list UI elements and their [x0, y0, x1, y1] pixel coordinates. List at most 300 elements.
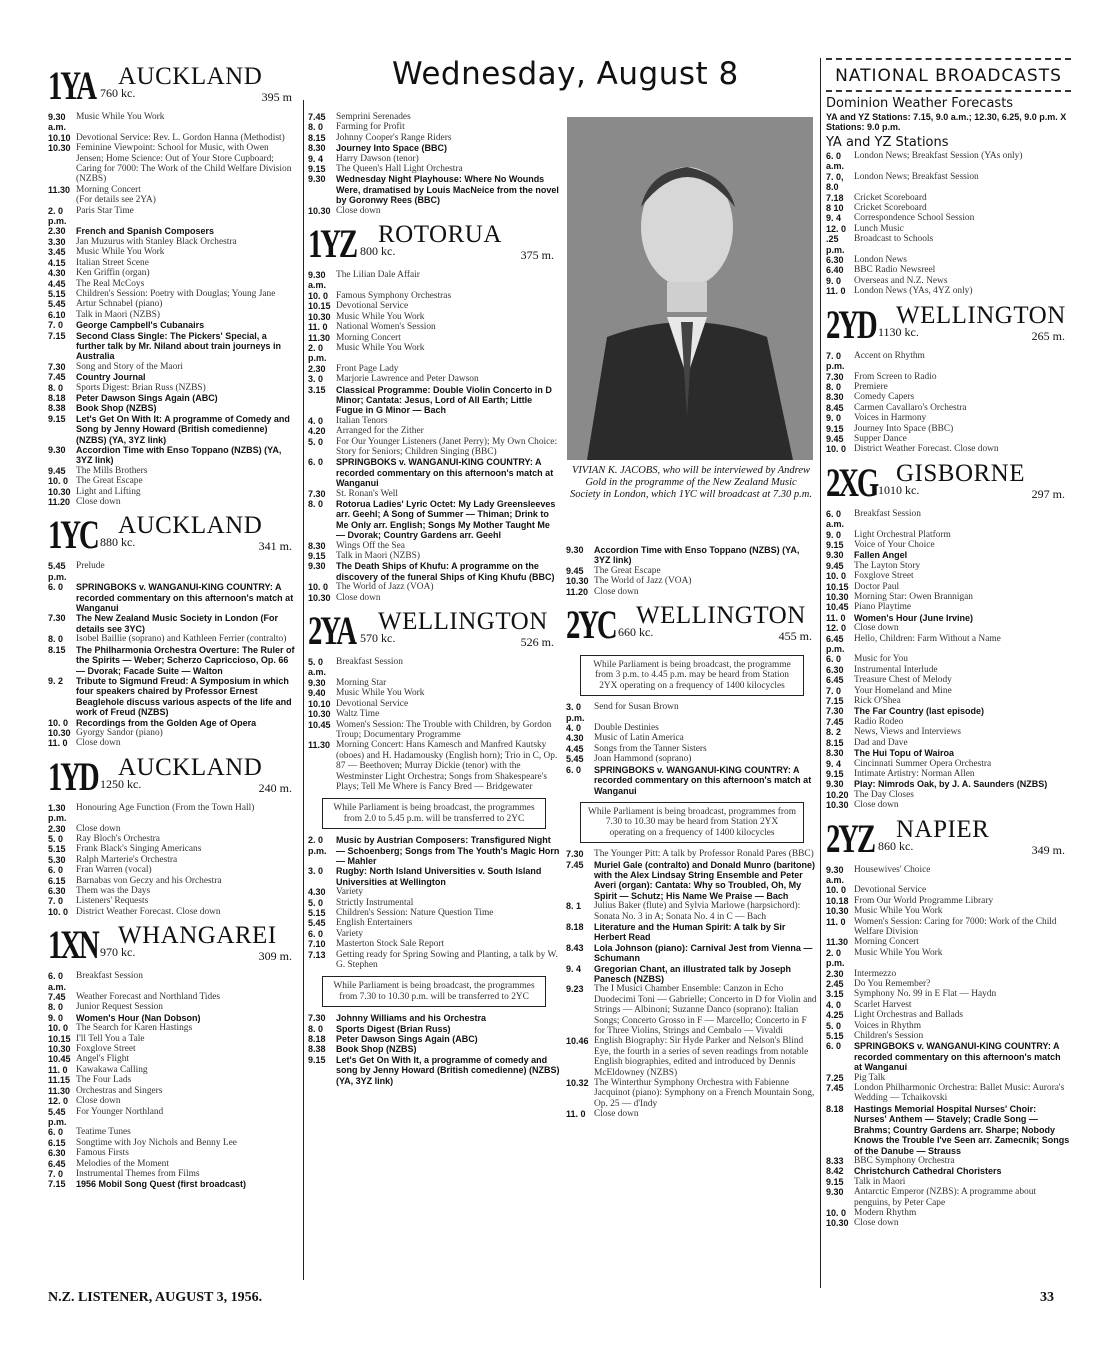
- entry-title: Let's Get On With It: A programme of Comedy and Song by Jenny Howard (British comedienne) (NZBS) (YA, 3YZ link): [76, 413, 290, 445]
- entry-time: 6. 0: [308, 928, 324, 939]
- entry-title: Kawakawa Calling: [76, 1064, 148, 1075]
- schedule-entry: [48, 383, 298, 393]
- entry-time: 10.30: [308, 709, 331, 720]
- schedule-entry: [308, 385, 560, 416]
- schedule-entry: [566, 545, 818, 566]
- schedule-entry: [826, 1208, 1071, 1218]
- entry-title: Christchurch Cathedral Choristers: [854, 1166, 1002, 1177]
- entry-title: Listeners' Requests: [76, 896, 149, 907]
- schedule-entry: [826, 413, 1071, 423]
- entry-time: 10. 0: [826, 885, 847, 896]
- schedule-entry: [308, 740, 560, 792]
- schedule-entry: [826, 203, 1071, 213]
- station-city: GISBORNE: [896, 459, 1026, 487]
- entry-time: 10.30: [826, 906, 849, 917]
- schedule-entry: [826, 1083, 1071, 1104]
- entry-title: Famous Firsts: [76, 1148, 129, 1159]
- schedule-entry: [308, 709, 560, 719]
- schedule-entry: [308, 322, 560, 332]
- entry-title: Farming for Profit: [336, 122, 405, 133]
- schedule-entry: [566, 566, 818, 576]
- schedule-entry: [308, 301, 560, 311]
- entry-title: Children's Session: Nature Question Time: [336, 908, 494, 918]
- entry-time: 9.30: [826, 779, 844, 790]
- entry-title: Book Shop (NZBS): [336, 1044, 417, 1055]
- schedule-entry: [826, 706, 1071, 716]
- entry-time: 11.30: [308, 332, 331, 343]
- entry-title: Waltz Time: [336, 709, 380, 720]
- entry-title: Italian Street Scene: [76, 257, 149, 268]
- entry-title: Voice of Your Choice: [854, 539, 935, 550]
- schedule-entry: [48, 497, 298, 507]
- schedule-entry: [48, 143, 298, 185]
- station-header: [826, 461, 1071, 507]
- entry-time: 11.20: [566, 586, 589, 597]
- schedule-entry: [826, 759, 1071, 769]
- schedule-entry: [826, 193, 1071, 203]
- schedule-entry: [308, 866, 560, 887]
- entry-title: Gregorian Chant, an illustrated talk by Joseph Panesch (NZBS): [594, 963, 792, 984]
- entry-title: Peter Dawson Sings Again (ABC): [76, 392, 218, 403]
- entry-time: 7.45: [308, 112, 326, 122]
- entry-title: Classical Programme: Double Violin Concerto in D Minor; Cantata: Jesus, Lord of All Earth; Little Fugue in G Minor — Bach: [336, 384, 552, 416]
- entry-time: 8. 0: [308, 499, 324, 509]
- schedule-entry: [566, 984, 818, 1036]
- entry-title: The Four Lads: [76, 1075, 132, 1086]
- schedule-entry: [48, 487, 298, 497]
- entry-title: Music While You Work: [336, 311, 425, 322]
- entry-time: 10. 0: [826, 444, 847, 455]
- schedule-entry: [48, 445, 298, 466]
- schedule-entry: [826, 1187, 1071, 1208]
- station-callsign: 2YC: [566, 602, 616, 648]
- entry-time: 10.32: [566, 1078, 589, 1089]
- schedule-entry: [308, 164, 560, 174]
- schedule-entry: [308, 582, 560, 592]
- entry-time: 9. 0: [48, 1012, 64, 1023]
- entry-time: 8.38: [308, 1044, 326, 1055]
- schedule-entry: [826, 571, 1071, 581]
- schedule-entry: [48, 310, 298, 320]
- entry-time: 5.45 p.m.: [48, 1106, 67, 1127]
- entry-title: Wednesday Night Playhouse: Where No Wounds Were, dramatised by Louis MacNeice from the novel by Goronwy Rees (BBC): [336, 174, 559, 206]
- entry-title: Women's Hour (June Irvine): [854, 612, 973, 623]
- schedule-entry: [48, 645, 298, 676]
- entry-title: Symphony No. 99 in E Flat — Haydn: [854, 989, 997, 1000]
- entry-time: 5. 0 a.m.: [308, 657, 327, 678]
- schedule-entry: [48, 279, 298, 289]
- schedule-entry: [308, 551, 560, 561]
- entry-title: Gyorgy Sandor (piano): [76, 727, 163, 738]
- schedule-entry: [826, 550, 1071, 560]
- entry-time: 6.15: [48, 875, 66, 886]
- schedule-entry: [48, 1013, 298, 1023]
- schedule-entry: [48, 844, 298, 854]
- station-city: ROTORUA: [378, 221, 502, 249]
- entry-title: BBC Radio Newsreel: [854, 265, 936, 276]
- schedule-entry: [48, 561, 298, 582]
- entry-time: .25 p.m.: [826, 234, 845, 255]
- entry-title: Talk in Maori (NZBS): [336, 551, 420, 562]
- entry-time: 10.15: [48, 1033, 71, 1044]
- entry-time: 12. 0: [48, 1096, 69, 1107]
- schedule-entry: [826, 351, 1071, 372]
- station-city: AUCKLAND: [118, 753, 263, 781]
- station-callsign: 2YZ: [826, 815, 874, 861]
- entry-title: Harry Dawson (tenor): [336, 153, 419, 164]
- entry-title: Literature and the Human Spirit: A talk by Sir Herbert Read: [594, 921, 786, 943]
- entry-title: Pig Talk: [854, 1072, 886, 1083]
- entry-title: The Day Closes: [854, 789, 914, 800]
- station-header: [48, 64, 298, 110]
- schedule-entry: [308, 122, 560, 132]
- schedule-entry: [48, 206, 298, 227]
- schedule-entry: [48, 268, 298, 278]
- entry-time: [48, 195, 76, 205]
- entry-time: 5.15: [826, 1031, 844, 1042]
- entry-time: 6. 0: [566, 764, 582, 775]
- station-wavelength: 341 m.: [258, 539, 292, 554]
- entry-title: Strictly Instrumental: [336, 897, 414, 908]
- entry-time: 7.45: [566, 859, 584, 870]
- schedule-entry: [48, 247, 298, 257]
- entry-time: 8.30: [308, 143, 326, 154]
- entry-title: Instrumental Themes from Films: [76, 1168, 200, 1179]
- entry-title: Sports Digest: Brian Russ (NZBS): [76, 382, 206, 393]
- schedule-entry: [826, 738, 1071, 748]
- entry-time: 3. 0: [308, 374, 324, 385]
- schedule-entry: [48, 1138, 298, 1148]
- schedule-entry: [826, 686, 1071, 696]
- entry-title: Correspondence School Session: [854, 213, 975, 224]
- entry-time: 3.15: [308, 384, 326, 395]
- entry-title: Close down: [854, 800, 899, 811]
- entry-title: Feminine Viewpoint: School for Music, with Owen Jensen; Home Science: Out of Your Store Cupboard; Caring for 7000: The Work of the Child Welfare Division (NZBS): [76, 143, 292, 185]
- entry-time: 11.15: [48, 1075, 71, 1086]
- entry-time: 4.15: [48, 257, 66, 268]
- entry-time: 7.45: [826, 716, 844, 727]
- station-header: [48, 755, 298, 801]
- entry-title: Music by Austrian Composers: Transfigured Night — Schoenberg; Songs from The Youth's Magic Horn — Mahler: [336, 835, 560, 866]
- entry-time: 8. 0: [48, 382, 64, 393]
- entry-title: Cincinnati Summer Opera Orchestra: [854, 758, 992, 769]
- entry-time: 10. 0: [826, 1207, 847, 1218]
- entry-title: Music While You Work: [76, 112, 165, 122]
- entry-title: Close down: [76, 497, 121, 508]
- entry-title: The Far Country (last episode): [854, 706, 985, 717]
- entry-title: For Younger Northland: [76, 1106, 164, 1117]
- entry-title: Fran Warren (vocal): [76, 865, 152, 876]
- entry-time: 9. 0: [826, 275, 842, 286]
- schedule-entry: [826, 654, 1071, 664]
- entry-title: Scarlet Harvest: [854, 999, 912, 1010]
- entry-title: Rugby: North Island Universities v. South Island Universities at Wellington: [336, 866, 542, 887]
- entry-title: Close down: [76, 1096, 121, 1107]
- entry-title: National Women's Session: [336, 322, 436, 333]
- entry-time: 8.38: [48, 403, 66, 414]
- entry-title: Getting ready for Spring Sowing and Planting, a talk by W. G. Stephen: [336, 949, 558, 971]
- schedule-entry: [308, 1024, 560, 1034]
- schedule-entry: [826, 582, 1071, 592]
- footer-date: N.Z. LISTENER, AUGUST 3, 1956.: [48, 1290, 263, 1305]
- schedule-entry: [826, 790, 1071, 800]
- schedule-entry: [826, 372, 1071, 382]
- entry-time: 10. 0: [826, 571, 847, 582]
- entry-time: 7.15: [48, 1179, 66, 1190]
- schedule-entry: [308, 939, 560, 949]
- schedule-entry: [566, 1036, 818, 1078]
- entry-title: The Real McCoys: [76, 278, 145, 289]
- parliament-notice: While Parliament is being broadcast, the programme from 3 p.m. to 4.45 p.m. may be heard from Station 2YX operating on a frequency of 1400 kilocycles: [580, 655, 804, 696]
- schedule-entry: [308, 678, 560, 688]
- entry-title: Devotional Service: [336, 301, 409, 312]
- entry-title: Music While You Work: [76, 247, 165, 258]
- schedule-entry: [48, 362, 298, 372]
- entry-time: 7.18: [826, 192, 844, 203]
- entry-title: Broadcast to Schools: [854, 234, 934, 245]
- schedule-entry: [826, 561, 1071, 571]
- entry-time: 7.30: [826, 706, 844, 717]
- entry-title: From Screen to Radio: [854, 371, 937, 382]
- entry-time: 6. 0: [48, 865, 64, 876]
- schedule-entry: [308, 908, 560, 918]
- entry-title: Music While You Work: [854, 906, 943, 917]
- entry-time: 10.30: [48, 727, 71, 738]
- station-city: WELLINGTON: [896, 301, 1066, 329]
- entry-title: Close down: [76, 738, 121, 749]
- schedule-entry: [308, 174, 560, 205]
- entry-title: I'll Tell You a Tale: [76, 1033, 145, 1044]
- schedule-entry: [308, 657, 560, 678]
- entry-time: 10.45: [308, 719, 331, 730]
- entry-title: Accordion Time with Enso Toppano (NZBS) (YA, 3YZ link): [76, 445, 282, 466]
- entry-title: SPRINGBOKS v. WANGANUI-KING COUNTRY: A recorded commentary on this afternoon's match at Wanganui: [76, 582, 294, 614]
- station-wavelength: 265 m.: [1031, 328, 1065, 343]
- entry-title: Supper Dance: [854, 433, 907, 444]
- entry-time: 12. 0: [826, 623, 847, 634]
- schedule-entry: [566, 922, 818, 943]
- schedule-entry: [308, 312, 560, 322]
- entry-title: Journey Into Space (BBC): [336, 143, 448, 154]
- entry-title: Talk in Maori: [854, 1176, 906, 1187]
- schedule-entry: [826, 623, 1071, 633]
- entry-time: 10.30: [308, 592, 331, 603]
- entry-title: Masterton Stock Sale Report: [336, 939, 445, 950]
- schedule-entry: [826, 509, 1071, 530]
- entry-title: Morning Star: Owen Brannigan: [854, 592, 973, 602]
- entry-title: Front Page Lady: [336, 363, 399, 374]
- entry-title: BBC Symphony Orchestra: [854, 1155, 955, 1166]
- schedule-entry: [826, 1156, 1071, 1166]
- schedule-entry: [48, 133, 298, 143]
- entry-time: 9.30: [308, 561, 326, 572]
- station-frequency: 880 kc.: [100, 535, 136, 550]
- entry-time: 4.45: [566, 743, 584, 754]
- schedule-entry: [308, 364, 560, 374]
- entry-title: Artur Schnabel (piano): [76, 299, 163, 310]
- schedule-entry: [826, 675, 1071, 685]
- entry-time: 9.40: [308, 688, 326, 699]
- schedule-entry: [826, 885, 1071, 895]
- entry-title: Morning Concert: [336, 332, 401, 343]
- schedule-entry: [826, 234, 1071, 255]
- entry-time: 10.30: [48, 1044, 71, 1055]
- entry-title: Marjorie Lawrence and Peter Dawson: [336, 374, 479, 385]
- schedule-entry: [826, 530, 1071, 540]
- station-city: WHANGAREI: [118, 922, 277, 950]
- entry-title: Comedy Capers: [854, 392, 915, 403]
- entry-time: 11.30: [308, 740, 331, 751]
- entry-title: Peter Dawson Sings Again (ABC): [336, 1034, 478, 1045]
- entry-title: Foxglove Street: [76, 1044, 136, 1055]
- entry-time: 3. 0: [308, 866, 324, 877]
- schedule-entry: [826, 1041, 1071, 1072]
- schedule-entry: [826, 896, 1071, 906]
- entry-title: English Biography: Sir Hyde Parker and Nelson's Blind Eye, the fourth in a series of seven readings from notable English biographies, edited and introduced by Dennis McEldowney (NZBS): [594, 1036, 809, 1078]
- entry-title: Italian Tenors: [336, 415, 388, 426]
- entry-time: 6. 0 a.m.: [826, 151, 845, 172]
- schedule-entry: [48, 299, 298, 309]
- entry-time: 5. 0: [826, 1020, 842, 1031]
- entry-time: 11. 0: [566, 1109, 586, 1120]
- entry-time: 9.45: [48, 465, 66, 476]
- entry-time: 7.45: [826, 1083, 844, 1094]
- entry-title: Instrumental Interlude: [854, 664, 938, 675]
- entry-time: 10.18: [826, 895, 849, 906]
- entry-title: Honouring Age Function (From the Town Hall): [76, 802, 255, 813]
- entry-time: 9.15: [48, 413, 66, 424]
- parliament-notice: While Parliament is being broadcast, the programmes from 2.0 to 5.45 p.m. will be transferred to 2YC: [322, 798, 546, 829]
- schedule-entry: [826, 434, 1071, 444]
- entry-title: Music While You Work: [336, 342, 425, 353]
- entry-title: Radio Rodeo: [854, 716, 904, 727]
- schedule-entry: [48, 613, 298, 634]
- yayz-list: [826, 151, 1071, 297]
- entry-time: 6.45: [48, 1158, 66, 1169]
- entry-title: Tribute to Sigmund Freud: A Symposium in which four speakers chaired by Professor Ernest Beaglehole discuss various aspects of the life and work of Freud (NZBS): [76, 675, 292, 718]
- entry-time: 9. 0: [826, 413, 842, 424]
- entry-title: Devotional Service: [854, 885, 927, 896]
- entry-title: Paris Star Time: [76, 205, 134, 216]
- entry-title: Johnny Williams and his Orchestra: [336, 1013, 486, 1024]
- schedule-entry: [48, 718, 298, 728]
- entry-title: Morning Star: [336, 677, 387, 688]
- entry-time: 7. 0: [48, 896, 64, 907]
- schedule-entry: [826, 906, 1071, 916]
- entry-title: Close down: [854, 623, 899, 634]
- entry-title: The I Musici Chamber Ensemble: Canzon in Echo Duodecimi Toni — Gabrielle; Concerto in D for Violin and Strings — Albinoni; Suzanne Danco (soprano): Italian Songs; Concerto Grosso in F — Marcello; Concerto in F for Three Violins, Strings and Cembalo — Vivaldi: [594, 984, 817, 1037]
- entry-title: Intimate Artistry: Norman Allen: [854, 768, 975, 779]
- schedule-entry: [566, 576, 818, 586]
- page-number: 33: [1040, 1290, 1054, 1305]
- entry-title: Prelude: [76, 561, 105, 572]
- entry-time: 5.15: [48, 844, 66, 855]
- entry-time: 8.18: [308, 1034, 326, 1045]
- entry-title: Jan Muzurus with Stanley Black Orchestra: [76, 236, 237, 247]
- column-rule: [303, 100, 304, 1280]
- entry-title: Johnny Cooper's Range Riders: [336, 132, 452, 143]
- station-city: AUCKLAND: [118, 512, 263, 540]
- entry-title: Let's Get On With It, a programme of comedy and song by Jenny Howard (British comedienne) (NZBS) (YA, 3YZ link): [336, 1054, 560, 1086]
- entry-time: 9. 2: [48, 675, 64, 686]
- schedule-entry: [308, 374, 560, 384]
- station-frequency: 660 kc.: [618, 625, 654, 640]
- station-header: [566, 603, 818, 649]
- entry-title: Famous Symphony Orchestras: [336, 290, 452, 301]
- entry-title: Morning Concert: [854, 937, 919, 948]
- schedule-entry: [826, 1166, 1071, 1176]
- entry-time: 8. 0: [48, 1002, 64, 1013]
- entry-title: The Great Escape: [594, 565, 661, 576]
- entry-title: Angel's Flight: [76, 1054, 129, 1065]
- column-1: [48, 58, 298, 1190]
- entry-time: 9.30 a.m.: [826, 864, 845, 885]
- entry-time: 7.10: [308, 939, 326, 950]
- schedule-entry: [308, 499, 560, 541]
- column-2: [308, 112, 560, 1086]
- entry-time: 6.30: [48, 1148, 66, 1159]
- schedule-entry: [826, 865, 1071, 886]
- schedule-entry: [48, 195, 298, 205]
- schedule-entry: [48, 738, 298, 748]
- entry-title: Close down: [336, 592, 381, 603]
- schedule-entry: [826, 276, 1071, 286]
- entry-title: Junior Request Session: [76, 1002, 163, 1013]
- entry-time: 9.30 a.m.: [308, 270, 327, 291]
- entry-time: 10. 0: [48, 906, 69, 917]
- schedule-entry: [308, 133, 560, 143]
- schedule-entry: [48, 1148, 298, 1158]
- entry-time: 2.30: [826, 968, 844, 979]
- entry-time: 10.30: [826, 800, 849, 811]
- entry-time: 9.30: [308, 174, 326, 185]
- schedule-entry: [308, 1013, 560, 1023]
- schedule-entry: [48, 896, 298, 906]
- entry-title: Variety: [336, 887, 364, 898]
- entry-title: Ken Griffin (organ): [76, 268, 150, 279]
- entry-time: 9.15: [826, 423, 844, 434]
- schedule-entry: [826, 213, 1071, 223]
- schedule-entry: [826, 748, 1071, 758]
- station-wavelength: 297 m.: [1031, 486, 1065, 501]
- schedule-entry: [308, 887, 560, 897]
- schedule-entry: [48, 676, 298, 718]
- entry-time: 9. 0: [826, 529, 842, 540]
- entry-time: 2.30: [48, 823, 66, 834]
- entry-time: 11. 0: [826, 916, 846, 927]
- entry-time: 8.15: [48, 644, 66, 655]
- entry-time: 5. 0: [308, 897, 324, 908]
- entry-time: 9.45: [826, 433, 844, 444]
- entry-time: 10.30: [48, 143, 71, 154]
- entry-time: 4.20: [308, 426, 326, 437]
- entry-title: The Younger Pitt: A talk by Professor Ronald Pares (BBC): [594, 849, 814, 860]
- schedule-entry: [566, 964, 818, 985]
- schedule-entry: [566, 723, 818, 733]
- schedule-entry: [566, 754, 818, 764]
- schedule-entry: [48, 414, 298, 445]
- station-frequency: 570 kc.: [360, 631, 396, 646]
- schedule-entry: [48, 1044, 298, 1054]
- entry-time: 6.45 p.m.: [826, 633, 845, 655]
- schedule-entry: [826, 948, 1071, 969]
- schedule-entry: [48, 237, 298, 247]
- entry-title: Your Homeland and Mine: [854, 685, 952, 696]
- entry-title: SPRINGBOKS v. WANGANUI-KING COUNTRY: A recorded commentary on this afternoon's match at Wanganui: [594, 764, 812, 796]
- schedule-entry: [566, 733, 818, 743]
- entry-time: 10. 0: [48, 476, 69, 487]
- entry-time: 9.15: [308, 164, 326, 175]
